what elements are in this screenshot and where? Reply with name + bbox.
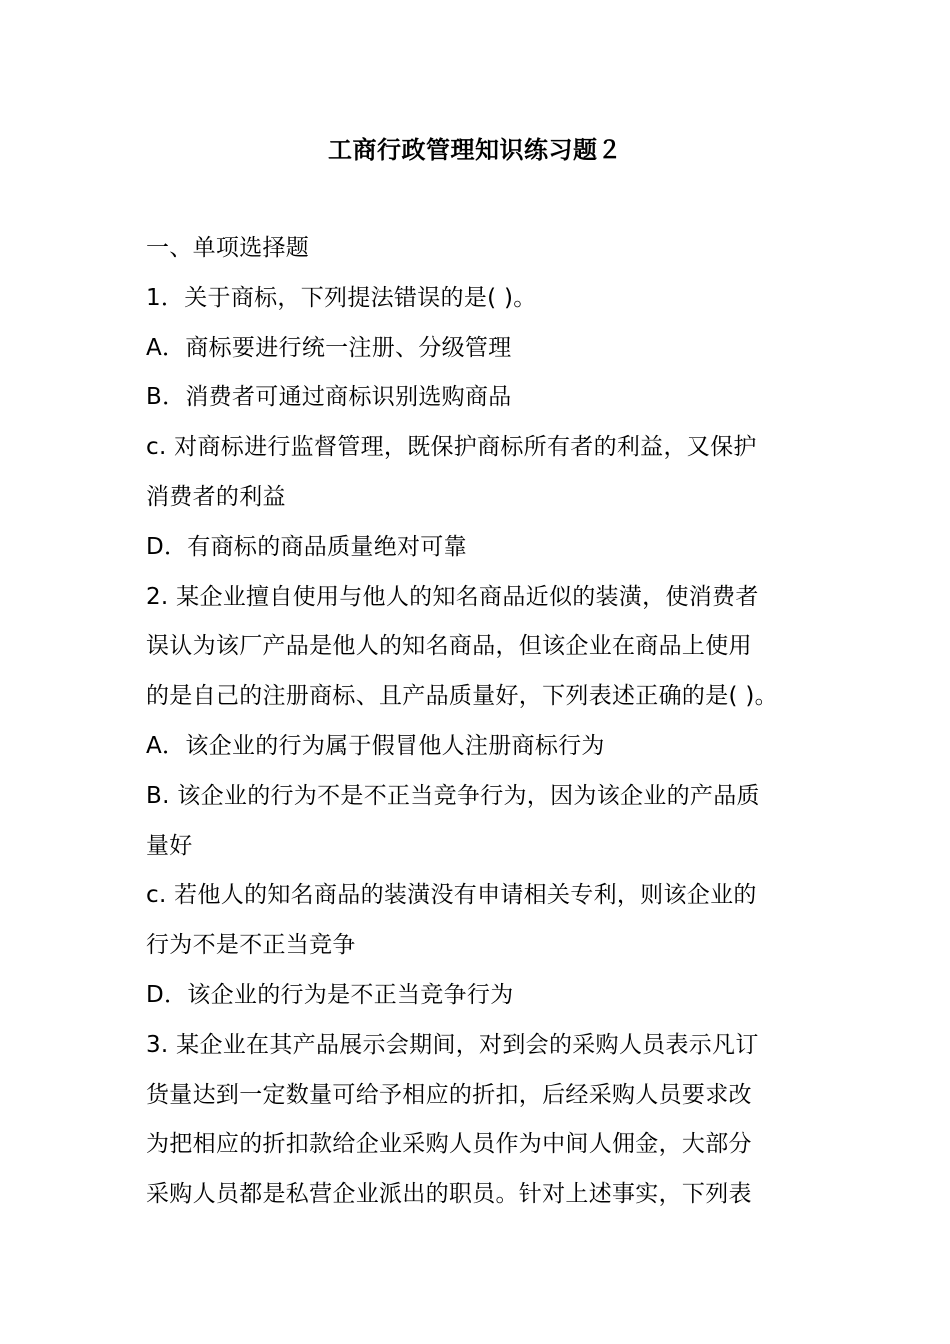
text-line: 的是自己的注册商标、且产品质量好，下列表述正确的是( )。 <box>146 683 778 710</box>
text-line: B．消费者可通过商标识别选购商品 <box>146 384 512 411</box>
text-line: 1．关于商标，下列提法错误的是( )。 <box>146 284 537 311</box>
document-body <box>146 224 826 1220</box>
text-line: 消费者的利益 <box>146 483 286 510</box>
text-line: 为把相应的折扣款给企业采购人员作为中间人佣金，大部分 <box>146 1131 752 1158</box>
text-line: c. 对商标进行监督管理，既保护商标所有者的利益，又保护 <box>146 434 757 461</box>
text-line: A．商标要进行统一注册、分级管理 <box>146 334 512 361</box>
text-line: c. 若他人的知名商品的装潢没有申请相关专利，则该企业的 <box>146 882 757 909</box>
text-line: 一、单项选择题 <box>146 235 310 261</box>
text-line: 量好 <box>146 832 193 859</box>
text-line: 采购人员都是私营企业派出的职员。针对上述事实，下列表 <box>146 1181 752 1208</box>
text-line: D．该企业的行为是不正当竞争行为 <box>146 981 514 1008</box>
text-line: 误认为该厂产品是他人的知名商品，但该企业在商品上使用 <box>146 633 752 660</box>
text-line: B. 该企业的行为不是不正当竞争行为，因为该企业的产品质 <box>146 782 760 809</box>
text-line: A．该企业的行为属于假冒他人注册商标行为 <box>146 732 605 759</box>
text-line: D．有商标的商品质量绝对可靠 <box>146 533 467 560</box>
text-line: 行为不是不正当竞争 <box>146 932 356 959</box>
text-line: 货量达到一定数量可给予相应的折扣，后经采购人员要求改 <box>146 1081 752 1108</box>
text-line: 2. 某企业擅自使用与他人的知名商品近似的装潢，使消费者 <box>146 583 759 610</box>
document-title: 工商行政管理知识练习题２ <box>328 136 622 164</box>
text-line: 3. 某企业在其产品展示会期间，对到会的采购人员表示凡订 <box>146 1031 759 1058</box>
